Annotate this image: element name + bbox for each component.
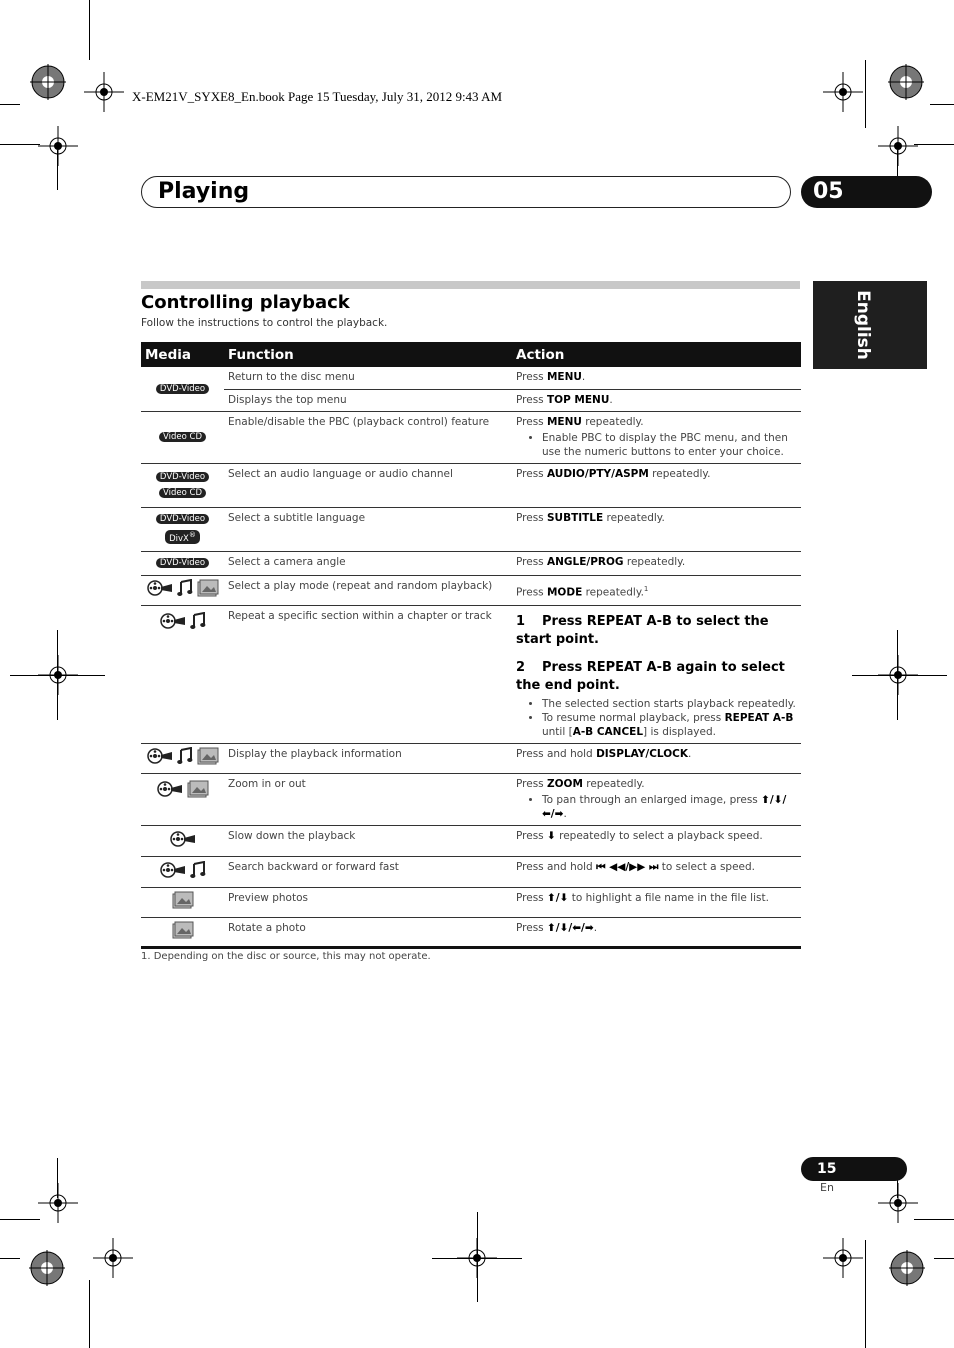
media-cell	[141, 605, 224, 743]
book-info-line: X-EM21V_SYXE8_En.book Page 15 Tuesday, July 31, 2012 9:43 AM	[132, 89, 503, 104]
photo-icon	[197, 747, 219, 765]
media-cell	[141, 411, 224, 463]
table-row	[141, 575, 801, 605]
media-cell	[141, 825, 224, 856]
media-cell	[141, 917, 224, 947]
media-cell	[141, 551, 224, 575]
table-row	[141, 507, 801, 551]
action-bullet: • The selected section starts playback repeatedly.	[542, 697, 797, 711]
header-action: Action	[512, 342, 801, 367]
action-bullet: • To resume normal playback, press REPEAT A-B until [A-B CANCEL] is displayed.	[542, 711, 797, 739]
footnote-ref: 1	[643, 584, 649, 593]
table-header-row	[141, 342, 801, 367]
step-2: 2 Press REPEAT A-B again to select the end point.	[516, 659, 785, 693]
video-icon	[170, 830, 196, 848]
video-cd-badge: Video CD	[159, 432, 206, 442]
photo-icon	[197, 579, 219, 597]
language-tab-label: English	[853, 290, 873, 360]
action-cell: Press SUBTITLE repeatedly.	[512, 507, 801, 551]
registration-target-icon	[886, 62, 926, 102]
action-bullet: • Enable PBC to display the PBC menu, and then use the numeric buttons to enter your choice.	[542, 431, 797, 459]
music-icon	[190, 612, 206, 630]
action-bullet: • To pan through an enlarged image, press ⬆/⬇/⬅/➡.	[542, 793, 797, 821]
video-icon	[160, 612, 186, 630]
dvd-video-badge: DVD-Video	[156, 384, 209, 394]
table-row	[141, 463, 801, 507]
dvd-video-badge: DVD-Video	[156, 558, 209, 568]
crosshair-icon	[93, 1238, 133, 1278]
header-media: Media	[141, 342, 224, 367]
footnote: 1. Depending on the disc or source, this may not operate.	[141, 951, 431, 962]
function-cell: Select a camera angle	[224, 551, 512, 575]
action-cell: Press ⬆/⬇/⬅/➡.	[512, 917, 801, 947]
video-icon	[147, 579, 173, 597]
media-cell	[141, 743, 224, 773]
music-icon	[190, 861, 206, 879]
function-cell: Select a subtitle language	[224, 507, 512, 551]
table-row	[141, 887, 801, 917]
dvd-video-badge: DVD-Video	[156, 472, 209, 482]
crosshair-icon	[38, 1183, 78, 1223]
chapter-number-badge	[801, 176, 932, 208]
action-cell: Press ⬆/⬇ to highlight a file name in the file list.	[512, 887, 801, 917]
action-cell: Press MENU repeatedly. • Enable PBC to display the PBC menu, and then use the numeric buttons to enter your choice.	[512, 411, 801, 463]
function-cell: Slow down the playback	[224, 825, 512, 856]
function-cell: Display the playback information	[224, 743, 512, 773]
function-cell: Enable/disable the PBC (playback control) feature	[224, 411, 512, 463]
table-row	[141, 743, 801, 773]
photo-icon	[172, 921, 194, 939]
function-cell: Select an audio language or audio channel	[224, 463, 512, 507]
media-cell	[141, 463, 224, 507]
crosshair-icon	[38, 126, 78, 166]
table-row	[141, 389, 801, 411]
registration-target-icon	[27, 1248, 67, 1288]
media-cell	[141, 887, 224, 917]
section-divider	[141, 281, 800, 289]
section-intro: Follow the instructions to control the playback.	[141, 317, 388, 329]
action-cell: Press TOP MENU.	[512, 389, 801, 411]
section-title: Controlling playback	[141, 292, 350, 313]
media-cell	[141, 856, 224, 887]
media-cell	[141, 773, 224, 825]
video-icon	[160, 861, 186, 879]
crosshair-icon	[823, 72, 863, 112]
music-icon	[177, 579, 193, 597]
action-cell: Press MENU.	[512, 367, 801, 389]
page-number-badge	[801, 1157, 907, 1181]
table-row	[141, 411, 801, 463]
chapter-number: 05	[813, 179, 844, 204]
dvd-video-badge: DVD-Video	[156, 514, 209, 524]
crosshair-icon	[878, 126, 918, 166]
crosshair-icon	[84, 72, 124, 112]
language-tab	[813, 281, 927, 369]
page-number: 15	[817, 1161, 837, 1177]
function-cell: Zoom in or out	[224, 773, 512, 825]
table-row	[141, 917, 801, 947]
function-cell: Return to the disc menu	[224, 367, 512, 389]
function-cell: Repeat a specific section within a chapter or track	[224, 605, 512, 743]
video-cd-badge: Video CD	[159, 488, 206, 498]
action-cell: Press ZOOM repeatedly. • To pan through an enlarged image, press ⬆/⬇/⬅/➡.	[512, 773, 801, 825]
step-1: 1 Press REPEAT A-B to select the start point.	[516, 613, 769, 647]
video-icon	[157, 780, 183, 798]
media-cell	[141, 367, 224, 411]
table-row	[141, 856, 801, 887]
registration-target-icon	[28, 62, 68, 102]
action-cell: Press and hold DISPLAY/CLOCK.	[512, 743, 801, 773]
music-icon	[177, 747, 193, 765]
registration-target-icon	[887, 1248, 927, 1288]
action-cell: Press ⬇ repeatedly to select a playback speed.	[512, 825, 801, 856]
table-row	[141, 825, 801, 856]
function-cell: Select a play mode (repeat and random playback)	[224, 575, 512, 605]
media-cell	[141, 575, 224, 605]
divx-badge: DivX®	[165, 530, 200, 544]
action-cell: Press and hold ⏮ ◀◀/▶▶ ⏭ to select a speed.	[512, 856, 801, 887]
crosshair-icon	[823, 1238, 863, 1278]
table-row	[141, 773, 801, 825]
action-cell: Press MODE repeatedly.$^1$	[512, 575, 801, 605]
action-cell	[512, 605, 801, 743]
page-language: En	[820, 1181, 834, 1194]
table-row	[141, 367, 801, 389]
playback-control-table	[141, 342, 801, 949]
media-cell	[141, 507, 224, 551]
photo-icon	[187, 780, 209, 798]
chapter-title-bar	[141, 176, 791, 208]
function-cell: Rotate a photo	[224, 917, 512, 947]
crosshair-icon	[878, 1183, 918, 1223]
photo-icon	[172, 891, 194, 909]
function-cell: Preview photos	[224, 887, 512, 917]
header-function: Function	[224, 342, 512, 367]
video-icon	[147, 747, 173, 765]
action-cell: Press AUDIO/PTY/ASPM repeatedly.	[512, 463, 801, 507]
function-cell: Search backward or forward fast	[224, 856, 512, 887]
chapter-title: Playing	[158, 179, 250, 204]
table-row	[141, 605, 801, 743]
action-cell: Press ANGLE/PROG repeatedly.	[512, 551, 801, 575]
table-row	[141, 551, 801, 575]
function-cell: Displays the top menu	[224, 389, 512, 411]
